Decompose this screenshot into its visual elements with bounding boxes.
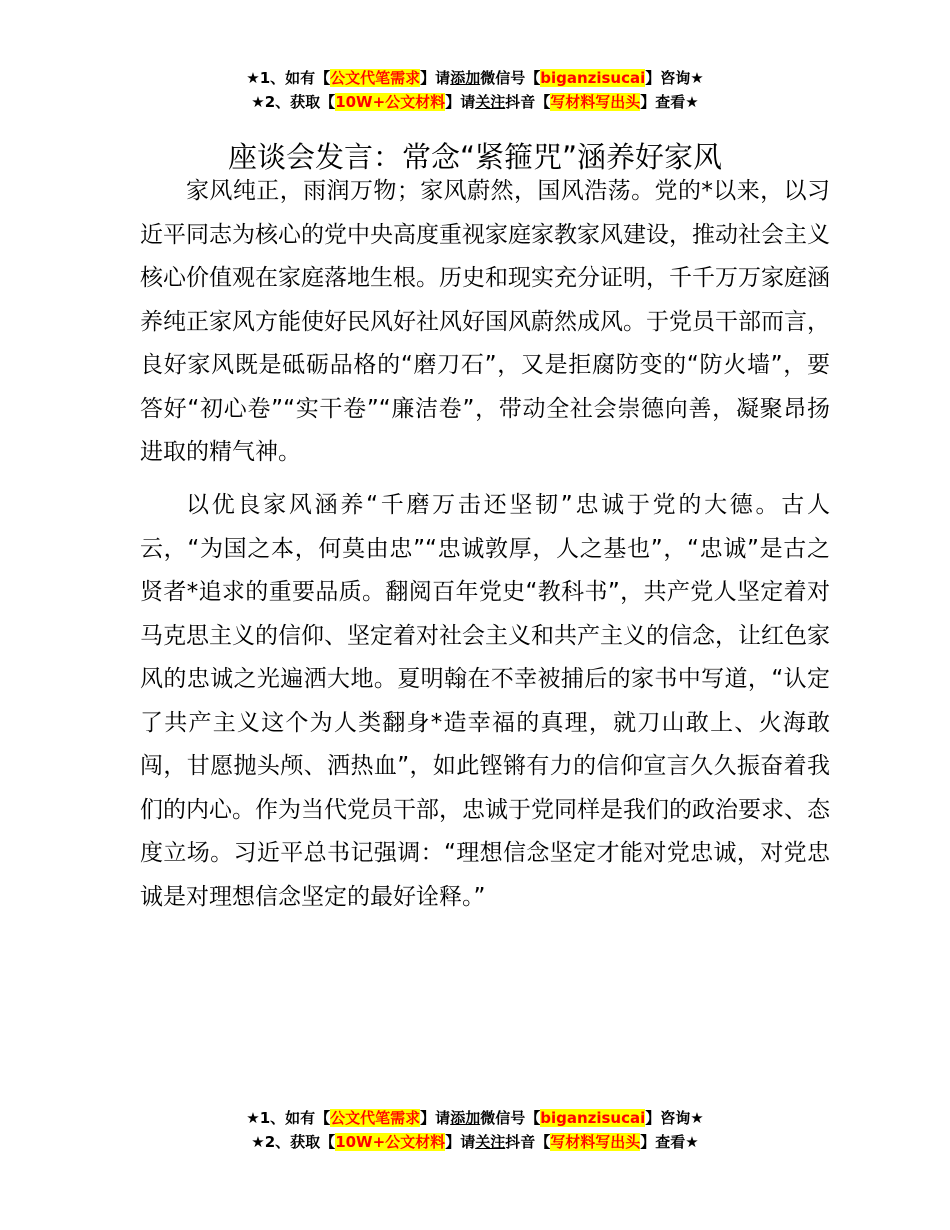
header-promo-banner — [0, 66, 950, 114]
footer-promo-banner — [0, 1106, 950, 1154]
promo-text: 】请 — [445, 93, 476, 111]
promo-text: 添加 — [450, 1109, 481, 1127]
paragraph: 以优良家风涵养“千磨万击还坚韧”忠诚于党的大德。古人云，“为国之本，何莫由忠”“忠诚敦厚，人之基也”，“忠诚”是古之贤者*追求的重要品质。翻阅百年党史“教科书”，共产党人坚定着对马克思主义的信仰、坚定着对社会主义和共产主义的信念，让红色家风的忠诚之光遍洒大地。夏明翰在不幸被捕后的家书中写道，“认定了共产主义这个为人类翻身*造幸福的真理，就刀山敢上、火海敢闯，甘愿抛头颅、洒热血”，如此铿锵有力的信仰宣言久久振奋着我们的内心。作为当代党员干部，忠诚于党同样是我们的政治要求、态度立场。习近平总书记强调：“理想信念坚定才能对党忠诚，对党忠诚是对理想信念坚定的最好诠释。” — [140, 492, 830, 910]
promo-text: ★2、获取【 — [251, 93, 336, 111]
promo-text: 抖音【 — [505, 93, 551, 111]
promo-text: 】查看★ — [640, 1133, 699, 1151]
promo-text: ★1、如有【 — [246, 1109, 331, 1127]
promo-text: 】请 — [420, 69, 451, 87]
promo-text: ★1、如有【 — [246, 69, 331, 87]
promo-text: 微信号【 — [480, 69, 541, 87]
body-section-1 — [140, 170, 830, 475]
promo-text: 】请 — [445, 1133, 476, 1151]
promo-text: 】咨询★ — [645, 69, 704, 87]
promo-text: 】咨询★ — [645, 1109, 704, 1127]
promo-line-2 — [0, 90, 950, 114]
promo-highlight: 公文代笔需求 — [330, 69, 421, 87]
paragraph: 家风纯正，雨润万物；家风蔚然，国风浩荡。党的*以来，以习近平同志为核心的党中央高度重视家庭家教家风建设，推动社会主义核心价值观在家庭落地生根。历史和现实充分证明，千千万万家庭涵养纯正家风方能使好民风好社风好国风蔚然成风。于党员干部而言，良好家风既是砥砺品格的“磨刀石”，又是拒腐防变的“防火墙”，要答好“初心卷”“实干卷”“廉洁卷”，带动全社会崇德向善，凝聚昂扬进取的精气神。 — [140, 178, 830, 465]
promo-line-1 — [0, 66, 950, 90]
promo-text: 】请 — [420, 1109, 451, 1127]
promo-line-2 — [0, 1130, 950, 1154]
promo-text: 】查看★ — [640, 93, 699, 111]
promo-highlight: biganzisucai — [540, 69, 646, 87]
promo-highlight: 10W+公文材料 — [335, 93, 446, 111]
promo-highlight: 写材料写出头 — [550, 1133, 641, 1151]
promo-highlight: 10W+公文材料 — [335, 1133, 446, 1151]
promo-line-1 — [0, 1106, 950, 1130]
promo-highlight: 公文代笔需求 — [330, 1109, 421, 1127]
promo-text: 抖音【 — [505, 1133, 551, 1151]
promo-text: 添加 — [450, 69, 481, 87]
promo-text: 关注 — [475, 1133, 506, 1151]
promo-text: 微信号【 — [480, 1109, 541, 1127]
promo-text: 关注 — [475, 93, 506, 111]
document-title: 座谈会发言：常念“紧箍咒”涵养好家风 — [227, 140, 723, 175]
promo-highlight: biganzisucai — [540, 1109, 646, 1127]
promo-text: ★2、获取【 — [251, 1133, 336, 1151]
promo-highlight: 写材料写出头 — [550, 93, 641, 111]
body-section-2 — [140, 484, 830, 919]
